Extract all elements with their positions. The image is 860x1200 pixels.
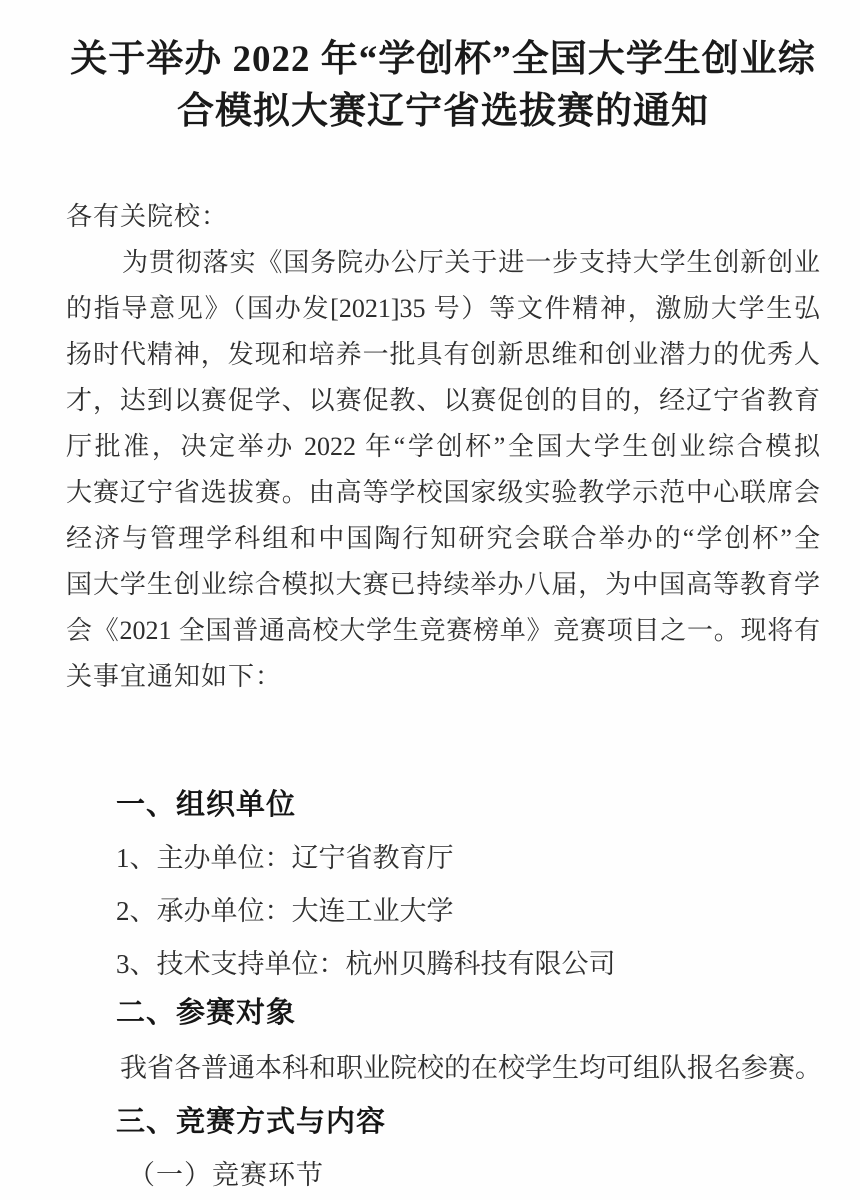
paragraph-line: 扬时代精神，发现和培养一批具有创新思维和创业潜力的优秀人 <box>66 340 820 369</box>
paragraph-line: 大赛辽宁省选拔赛。由高等学校国家级实验教学示范中心联席会 <box>66 478 820 507</box>
subsection-heading-competition-stages: （一）竞赛环节 <box>128 1160 324 1190</box>
section-heading-participants: 二、参赛对象 <box>116 997 297 1029</box>
title-line-1: 关于举办 2022 年“学创杯”全国大学生创业综 <box>70 39 816 80</box>
paragraph-line: 的指导意见》（国办发[2021]35 号）等文件精神，激励大学生弘 <box>66 294 820 323</box>
paragraph-line: 为贯彻落实《国务院办公厅关于进一步支持大学生创新创业 <box>122 248 820 277</box>
paragraph-line: 厅批准，决定举办 2022 年“学创杯”全国大学生创业综合模拟 <box>66 432 820 461</box>
paragraph-line: 国大学生创业综合模拟大赛已持续举办八届，为中国高等教育学 <box>66 570 820 599</box>
intro-paragraph <box>66 240 820 700</box>
title-line-2: 合模拟大赛辽宁省选拔赛的通知 <box>177 91 709 132</box>
organizer-item-tech-support: 3、技术支持单位：杭州贝腾科技有限公司 <box>116 949 616 979</box>
document-title <box>66 34 820 138</box>
section-heading-organizers: 一、组织单位 <box>116 789 297 821</box>
paragraph-line: 会《2021 全国普通高校大学生竞赛榜单》竞赛项目之一。现将有 <box>66 616 820 645</box>
paragraph-line: 才，达到以赛促学、以赛促教、以赛促创的目的，经辽宁省教育 <box>66 386 820 415</box>
salutation: 各有关院校： <box>66 202 229 231</box>
paragraph-line: 关事宜通知如下： <box>66 662 283 691</box>
paragraph-line: 经济与管理学科组和中国陶行知研究会联合举办的“学创杯”全 <box>66 524 820 553</box>
section-heading-competition-format: 三、竞赛方式与内容 <box>116 1106 387 1138</box>
organizer-item-host: 1、主办单位：辽宁省教育厅 <box>116 843 454 873</box>
participants-description: 我省各普通本科和职业院校的在校学生均可组队报名参赛。 <box>120 1053 822 1083</box>
organizer-item-undertaker: 2、承办单位：大连工业大学 <box>116 896 454 926</box>
